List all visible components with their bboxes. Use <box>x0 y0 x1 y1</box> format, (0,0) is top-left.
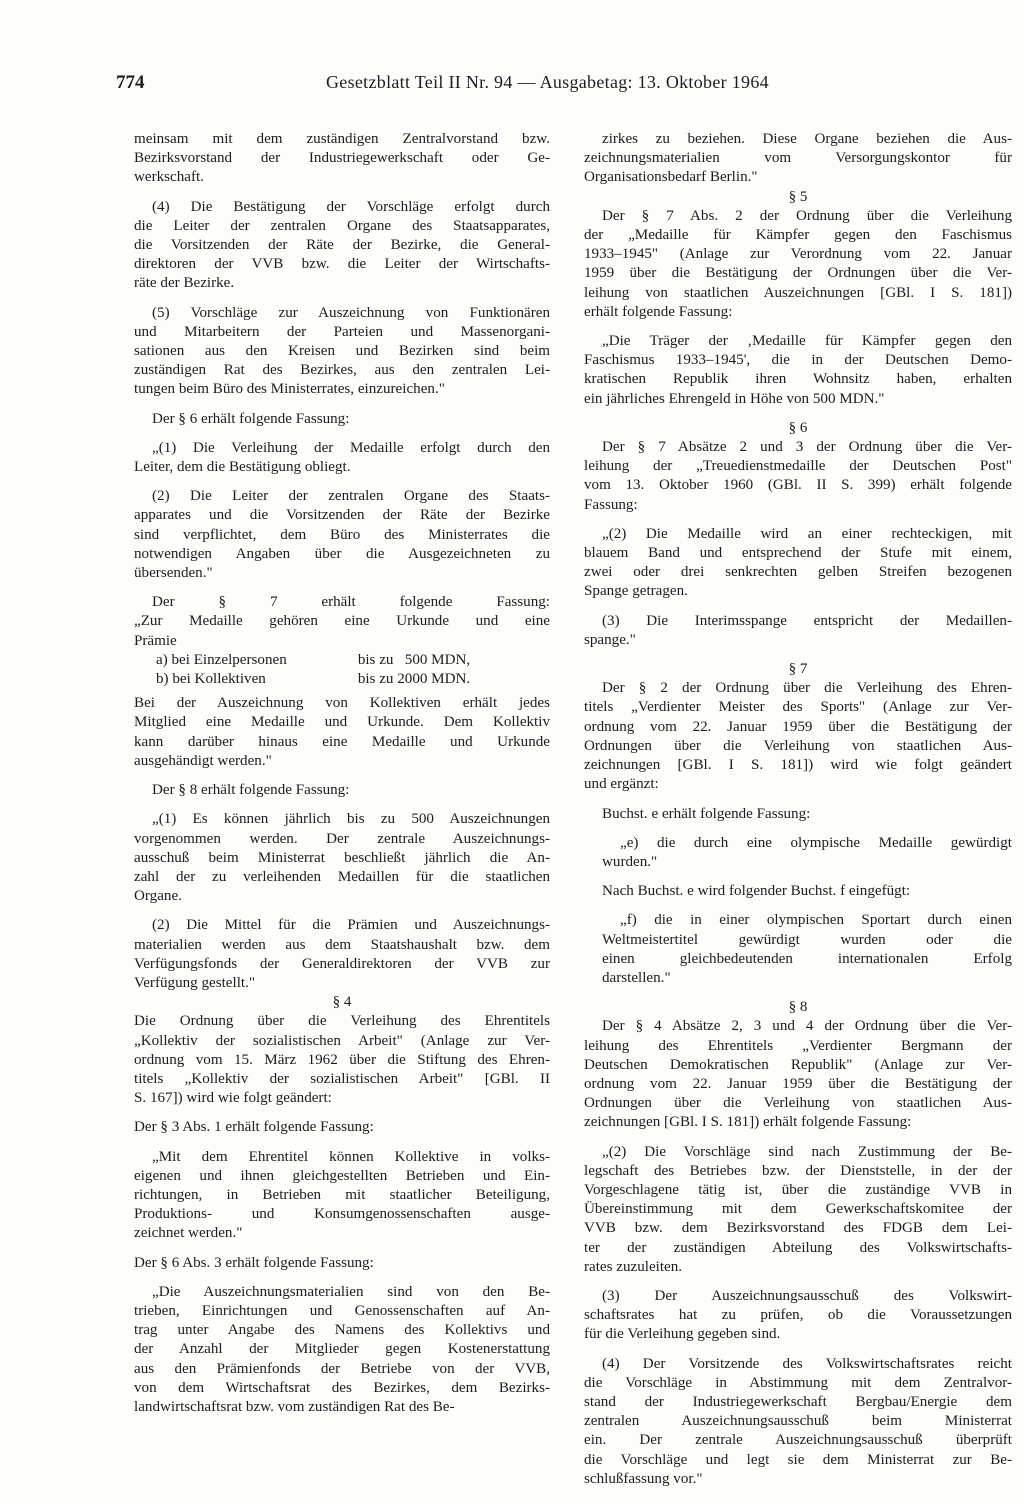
text-line: vorgenommen werden. Der zentrale Auszeichnungs- <box>134 830 550 847</box>
section-heading: § 6 <box>788 419 808 436</box>
text-line: ordnung vom 22. Januar 1959 über die Bestätigung der <box>584 1075 1012 1092</box>
text-line: Der § 4 Absätze 2, 3 und 4 der Ordnung über die Ver- <box>602 1018 1012 1035</box>
text-line: Die Ordnung über die Verleihung des Ehrentitels <box>134 1013 550 1030</box>
text-line: zentralen Auszeichnungsausschuß beim Ministerrat <box>584 1413 1012 1430</box>
text-line: trieben, Einrichtungen und Genossenschaften auf An- <box>134 1302 550 1319</box>
text-line: Der § 2 der Ordnung über die Verleihung des Ehren- <box>602 680 1012 697</box>
paragraph <box>584 679 1012 794</box>
text-line: der Anzahl der Mitglieder gegen Kostenerstattung <box>134 1341 550 1358</box>
section-heading: § 7 <box>788 661 808 678</box>
text-line: die Vorsitzenden der Räte der Bezirke, die General- <box>134 237 550 254</box>
text-line: 1959 über die Bestätigung der Ordnungen über die Ver- <box>584 265 1012 282</box>
text-line: Ordnungen über die Verleihung von staatlichen Aus- <box>584 737 1012 754</box>
text-line: sationen aus den Kreisen und Bezirken sind beim <box>134 343 550 360</box>
text-line: von dem Wirtschaftsrat des Bezirkes, dem Bezirks- <box>134 1379 550 1396</box>
left-column-paragraphs-continued <box>134 694 550 993</box>
text-line: Nach Buchst. e wird folgender Buchst. f eingefügt: <box>602 883 911 900</box>
text-line: ter der zuständigen Abteilung des Volkswirtschafts- <box>584 1239 1012 1256</box>
text-line: S. 167]) wird wie folgt geändert: <box>134 1090 332 1107</box>
section-4 <box>134 993 550 1427</box>
text-line: Der § 6 erhält folgende Fassung: <box>152 410 350 427</box>
text-line: ordnung vom 15. März 1962 über die Stiftung des Ehren- <box>134 1051 550 1068</box>
paragraph <box>134 130 550 188</box>
paragraph <box>584 911 1012 988</box>
text-line: Der § 3 Abs. 1 erhält folgende Fassung: <box>134 1119 374 1136</box>
text-line: ordnung vom 22. Januar 1959 über die Bestätigung der <box>584 718 1012 735</box>
prize-amount: bis zu 500 MDN, <box>357 651 471 668</box>
page-number: 774 <box>116 72 145 93</box>
text-line: zwei oder drei senkrechten gelben Streifen bezogenen <box>584 564 1012 581</box>
paragraph <box>134 1118 550 1137</box>
paragraph <box>134 694 550 771</box>
prize-row <box>134 670 550 689</box>
text-line: kann darüber hinaus eine Medaille und Urkunde <box>134 733 550 750</box>
text-line: „e) die durch eine olympische Medaille gewürdigt <box>620 834 1012 851</box>
paragraph <box>584 805 1012 824</box>
text-line: trag unter Angabe des Namens des Kollektivs und <box>134 1322 550 1339</box>
text-line: ein jährliches Ehrengeld in Höhe von 500 MDN." <box>584 390 885 407</box>
paragraph <box>584 1355 1012 1489</box>
text-line: leihung von staatlichen Auszeichnungen [GBl. I S. 181]) <box>584 284 1012 301</box>
right-column <box>584 130 1012 1499</box>
paragraph <box>134 1283 550 1417</box>
left-column <box>134 130 550 1427</box>
text-line: und ergänzt: <box>584 776 659 793</box>
text-line: der „Medaille für Kämpfer gegen den Faschismus <box>584 227 1012 244</box>
section-heading: § 4 <box>332 994 352 1011</box>
text-line: Organe. <box>134 888 182 905</box>
text-line: Fassung: <box>584 496 638 513</box>
paragraph <box>584 207 1012 322</box>
paragraph <box>134 1148 550 1244</box>
section-6 <box>584 419 1012 660</box>
paragraph <box>134 198 550 294</box>
text-line: 1933–1945" (Anlage zur Verordnung vom 22. Januar <box>584 246 1012 263</box>
text-line: zeichnungen [GBl. I S. 181]) erhält folgende Fassung: <box>584 1114 912 1131</box>
text-line: zeichnet werden." <box>134 1225 243 1242</box>
text-line: Übereinstimmung mit dem Gewerkschaftskomitee der <box>584 1201 1012 1218</box>
text-line: Bei der Auszeichnung von Kollektiven erhält jedes <box>134 695 550 712</box>
prize-table <box>134 651 550 689</box>
text-line: übersenden." <box>134 565 213 582</box>
text-line: Der § 7 erhält folgende Fassung: <box>152 594 550 611</box>
text-line: Der § 8 erhält folgende Fassung: <box>152 782 350 799</box>
section-8 <box>584 998 1012 1499</box>
text-line: „Die Auszeichnungsmaterialien sind von den Be- <box>152 1283 550 1300</box>
text-line: erhält folgende Fassung: <box>584 303 733 320</box>
text-line: direktoren der VVB bzw. die Leiter der Wirtschafts- <box>134 256 550 273</box>
text-line: einen gleichbedeutenden internationalen Erfolg <box>602 950 1012 967</box>
prize-label: b) bei Kollektiven <box>156 671 266 688</box>
text-line: titels „Kollektiv der sozialistischen Arbeit" [GBl. II <box>134 1070 550 1087</box>
text-line: (3) Die Interimsspange entspricht der Medaillen- <box>602 612 1012 629</box>
text-line: Ordnungen über die Verleihung von staatlichen Aus- <box>584 1095 1012 1112</box>
text-line: ausschuß beim Ministerrat beschließt jährlich die An- <box>134 849 550 866</box>
paragraph <box>134 439 550 477</box>
text-line: ein. Der zentrale Auszeichnungsausschuß überprüft <box>584 1432 1012 1449</box>
text-line: Mitglied eine Medaille und Urkunde. Dem Kollektiv <box>134 714 550 731</box>
paragraph <box>134 304 550 400</box>
text-line: ausgehändigt werden." <box>134 752 272 769</box>
text-line: blauem Band und entsprechend der Stufe mit einem, <box>584 545 1012 562</box>
paragraph <box>134 916 550 993</box>
text-line: und Mitarbeitern der Parteien und Massenorgani- <box>134 323 550 340</box>
text-line: kratischen Republik ihren Wohnsitz haben, erhalten <box>584 371 1012 388</box>
section-heading: § 5 <box>788 188 808 205</box>
text-line: aus den Prämienfonds der Betriebe von der VVB, <box>134 1360 550 1377</box>
paragraph <box>584 130 1012 188</box>
text-line: zeichnungsmaterialien vom Versorgungskontor für <box>584 150 1012 167</box>
text-line: (5) Vorschläge zur Auszeichnung von Funktionären <box>152 304 550 321</box>
text-line: Spange getragen. <box>584 583 688 600</box>
paragraph <box>584 612 1012 650</box>
text-line: Der § 6 Abs. 3 erhält folgende Fassung: <box>134 1254 374 1271</box>
text-line: „Kollektiv der sozialistischen Arbeit" (Anlage zur Ver- <box>134 1032 550 1049</box>
text-line: apparates und die Vorsitzenden der Räte der Bezirke <box>134 507 550 524</box>
section-heading: § 8 <box>788 999 808 1016</box>
text-line: für die Verleihung gegeben sind. <box>584 1326 781 1343</box>
text-line: „Zur Medaille gehören eine Urkunde und eine <box>134 613 550 630</box>
text-line: „f) die in einer olympischen Sportart durch einen <box>620 912 1012 929</box>
paragraph <box>134 487 550 583</box>
text-line: (3) Der Auszeichnungsausschuß des Volkswirt- <box>602 1287 1012 1304</box>
text-line: Leiter, dem die Bestätigung obliegt. <box>134 459 351 476</box>
prize-label: a) bei Einzelpersonen <box>156 651 287 668</box>
text-line: Vorgeschlagene tätig ist, über die zuständige VVB in <box>584 1181 1012 1198</box>
text-line: werkschaft. <box>134 169 204 186</box>
text-line: leihung des Ehrentitels „Verdienter Bergmann der <box>584 1037 1012 1054</box>
paragraph <box>134 1254 550 1273</box>
text-line: zirkes zu beziehen. Diese Organe beziehen die Aus- <box>602 131 1012 147</box>
page-header <box>116 72 1016 100</box>
text-line: leihung der „Treuedienstmedaille der Deutschen Post" <box>584 458 1012 475</box>
text-line: „(2) Die Medaille wird an einer rechteckigen, mit <box>602 525 1012 542</box>
text-line: die Vorschläge in Abstimmung mit dem Zentralvor- <box>584 1374 1012 1391</box>
text-line: Buchst. e erhält folgende Fassung: <box>602 805 811 822</box>
text-line: Der § 7 Abs. 2 der Ordnung über die Verleihung <box>602 207 1012 224</box>
text-line: „(1) Es können jährlich bis zu 500 Auszeichnungen <box>152 811 550 828</box>
text-line: zuständigen Rat des Bezirkes, aus den zentralen Lei- <box>134 362 550 379</box>
paragraph <box>584 525 1012 602</box>
text-line: „Die Träger der ‚Medaille für Kämpfer gegen den <box>602 333 1012 350</box>
paragraph <box>134 810 550 906</box>
text-line: Bezirksvorstand der Industriegewerkschaft oder Ge- <box>134 150 550 167</box>
paragraph <box>134 593 550 651</box>
text-line: räte der Bezirke. <box>134 275 235 292</box>
text-line: Der § 7 Absätze 2 und 3 der Ordnung über die Ver- <box>602 439 1012 456</box>
paragraph <box>584 332 1012 409</box>
text-line: Faschismus 1933–1945', die in der Deutschen Demo- <box>584 352 1012 369</box>
text-line: wurden." <box>602 853 658 870</box>
text-line: spange." <box>584 631 636 648</box>
left-column-paragraphs <box>134 130 550 651</box>
section-7 <box>584 660 1012 998</box>
text-line: rates zuzuleiten. <box>584 1258 683 1275</box>
text-line: notwendigen Angaben über die Ausgezeichneten zu <box>134 545 550 562</box>
text-line: Organisationsbedarf Berlin." <box>584 169 758 186</box>
text-line: (4) Der Vorsitzende des Volkswirtschaftsrates reicht <box>602 1355 1012 1372</box>
text-line: zeichnungen [GBl. I S. 181]) wird wie folgt geändert <box>584 757 1012 774</box>
text-line: Produktions- und Konsumgenossenschaften ausge- <box>134 1206 550 1223</box>
header-title: Gesetzblatt Teil II Nr. 94 — Ausgabetag: 13. Oktober 1964 <box>326 72 769 92</box>
text-line: schlußfassung vor." <box>584 1470 703 1487</box>
paragraph <box>134 410 550 429</box>
text-line: Prämie <box>134 632 177 649</box>
text-line: legschaft des Betriebes bzw. der Dienststelle, in der der <box>584 1162 1012 1179</box>
text-line: (4) Die Bestätigung der Vorschläge erfolgt durch <box>152 198 550 215</box>
text-line: VVB bzw. dem Bezirksvorstand des FDGB dem Lei- <box>584 1220 1012 1237</box>
text-line: Deutschen Demokratischen Republik" (Anlage zur Ver- <box>584 1056 1012 1073</box>
text-line: Weltmeistertitel gewürdigt wurden oder die <box>602 931 1012 948</box>
text-line: richtungen, in Betrieben mit staatlicher Beteiligung, <box>134 1186 550 1203</box>
text-line: sind verpflichtet, dem Büro des Ministerrates die <box>134 526 550 543</box>
text-line: die Leiter der zentralen Organe des Staatsapparates, <box>134 217 550 234</box>
paragraph <box>584 1143 1012 1277</box>
paragraph <box>584 1017 1012 1132</box>
paragraph <box>584 882 1012 901</box>
prize-amount: bis zu 2000 MDN. <box>357 671 471 688</box>
paragraph <box>584 438 1012 515</box>
text-line: „Mit dem Ehrentitel können Kollektive in volks- <box>152 1148 550 1165</box>
text-line: (2) Die Leiter der zentralen Organe des Staats- <box>152 488 550 505</box>
text-line: meinsam mit dem zuständigen Zentralvorstand bzw. <box>134 131 550 147</box>
text-line: eigenen und ihnen gleichgestellten Betrieben und Ein- <box>134 1167 550 1184</box>
text-line: vom 13. Oktober 1960 (GBl. II S. 399) erhält folgende <box>584 477 1012 494</box>
paragraph <box>134 1012 550 1108</box>
text-line: Verfügungsfonds der Generaldirektoren der VVB zur <box>134 955 550 972</box>
text-line: „(2) Die Vorschläge sind nach Zustimmung der Be- <box>602 1143 1012 1160</box>
paragraph <box>584 834 1012 872</box>
text-line: schaftsrates hat zu prüfen, ob die Voraussetzungen <box>584 1307 1012 1324</box>
text-line: tungen beim Büro des Ministerrates, einzureichen." <box>134 381 445 398</box>
text-line: zahl der zu verleihenden Medaillen für die staatlichen <box>134 868 550 885</box>
text-line: die Vorschläge und legt sie dem Ministerrat zur Be- <box>584 1451 1012 1468</box>
right-column-paragraphs <box>584 130 1012 188</box>
text-line: stand der Industriegewerkschaft Bergbau/Energie dem <box>584 1393 1012 1410</box>
paragraph <box>584 1287 1012 1345</box>
prize-row <box>134 651 550 670</box>
text-line: materialien werden aus dem Staatshaushalt bzw. dem <box>134 936 550 953</box>
text-line: (2) Die Mittel für die Prämien und Auszeichnungs- <box>152 917 550 934</box>
paragraph <box>134 781 550 800</box>
section-5 <box>584 188 1012 419</box>
text-line: darstellen." <box>602 969 671 986</box>
text-line: „(1) Die Verleihung der Medaille erfolgt durch den <box>152 439 550 456</box>
text-line: Verfügung gestellt." <box>134 974 256 991</box>
text-line: landwirtschaftsrat bzw. vom zuständigen Rat des Be- <box>134 1398 455 1415</box>
text-line: titels „Verdienter Meister des Sports" (Anlage zur Ver- <box>584 699 1012 716</box>
